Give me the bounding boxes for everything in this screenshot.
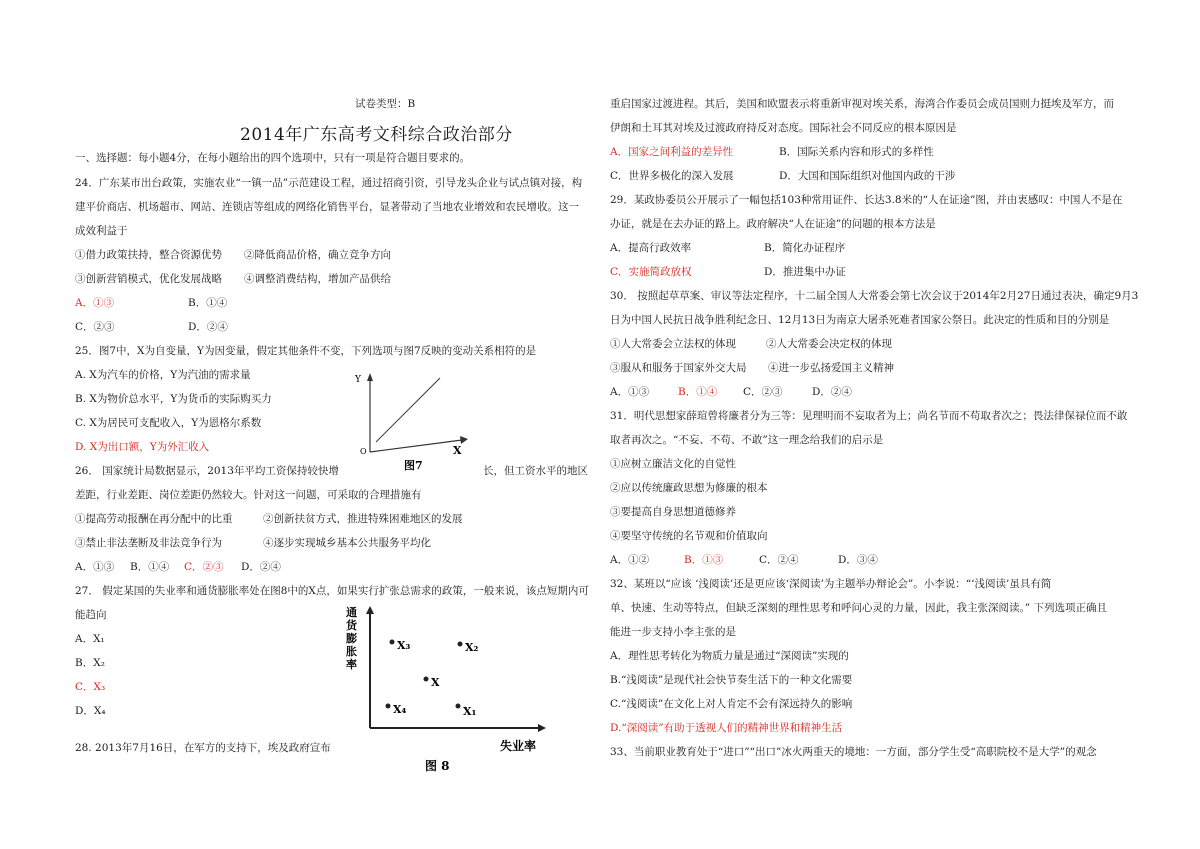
- q27-stem-line-2: 能趋向: [75, 609, 107, 621]
- q28-stem-left: 28. 2013年7月16日，在军方的支持下，埃及政府宣布: [75, 742, 331, 754]
- q26-stem-line-1a: 26． 国家统计局数据显示，2013年平均工资保持较快增: [75, 465, 339, 477]
- q30-option-a[interactable]: A．①③: [610, 386, 650, 398]
- q28-stem-line-2: 伊朗和土耳其对埃及过渡政府持反对态度。国际社会不同反应的根本原因是: [610, 122, 957, 134]
- fig8-ylabel-3: 膨: [346, 632, 357, 645]
- q24-statement-4: ④调整消费结构，增加产品供给: [244, 273, 391, 285]
- q30-statement-3: ③服从和服务于国家外交大局: [610, 362, 747, 374]
- q31-option-a[interactable]: A．①②: [610, 554, 650, 566]
- q31-statement-1: ①应树立廉洁文化的自觉性: [610, 458, 736, 470]
- figure-7: [352, 370, 477, 475]
- q30-stem-line-1: 30． 按照起草草案、审议等法定程序，十二届全国人大常委会第七次会议于2014年2月27日通过表决，确定9月3: [610, 290, 1139, 302]
- fig8-point-x4: [386, 704, 391, 709]
- fig8-ylabel-5: 率: [346, 658, 357, 671]
- q32-option-d[interactable]: D.“深阅读”有助于透视人们的精神世界和精神生活: [610, 722, 843, 734]
- q28-option-b[interactable]: B．国际关系内容和形式的多样性: [779, 146, 934, 158]
- q26-statement-2: ②创新扶贫方式，推进特殊困难地区的发展: [263, 513, 463, 525]
- q26-option-c[interactable]: C．②③: [184, 561, 224, 573]
- exam-type: 试卷类型：B: [355, 98, 416, 110]
- q27-option-b[interactable]: B．X₂: [75, 657, 105, 669]
- q27-option-c[interactable]: C．X₃: [75, 681, 106, 693]
- q24-option-d[interactable]: D．②④: [188, 321, 228, 333]
- q30-statement-2: ②人大常委会决定权的体现: [766, 338, 892, 350]
- q28-option-d[interactable]: D．大国和国际组织对他国内政的干涉: [779, 170, 956, 182]
- q33-stem-line-1: 33、当前职业教育处于“进口”“出口”冰火两重天的境地：一方面，部分学生受“高职院校不是大学”的观念: [610, 746, 1097, 758]
- q28-option-c[interactable]: C．世界多极化的深入发展: [610, 170, 734, 182]
- q25-option-d[interactable]: D. X为出口额，Y为外汇收入: [75, 441, 210, 453]
- q26-option-a[interactable]: A．①③: [75, 561, 115, 573]
- q31-statement-2: ②应以传统廉政思想为修廉的根本: [610, 482, 768, 494]
- q29-stem-line-2: 办证，就是在去办证的路上。政府解决“人在证途”的问题的根本方法是: [610, 218, 936, 230]
- fig7-y-label: Y: [355, 375, 361, 385]
- q26-statement-4: ④逐步实现城乡基本公共服务平均化: [263, 537, 431, 549]
- q31-option-b[interactable]: B．①③: [684, 554, 724, 566]
- q27-option-a[interactable]: A．X₁: [75, 633, 105, 645]
- q32-option-c[interactable]: C.“浅阅读”在文化上对人肯定不会有深远持久的影响: [610, 698, 853, 710]
- q31-stem-line-1: 31．明代思想家薛瑄曾将廉者分为三等：见理明而不妄取者为上；尚名节而不苟取者次之；畏法律保禄位而不敢: [610, 410, 1128, 422]
- q31-statement-4: ④要坚守传统的名节观和价值取向: [610, 530, 768, 542]
- q27-option-d[interactable]: D．X₄: [75, 705, 106, 717]
- fig8-point-x2: [458, 642, 463, 647]
- q26-stem-line-1b: 长，但工资水平的地区: [483, 465, 588, 477]
- q24-option-a[interactable]: A．①③: [75, 297, 115, 309]
- q32-stem-line-2: 单、快速、生动等特点，但缺乏深刻的理性思考和呼问心灵的力量，因此，我主张深阅读。” 下列选项正确且: [610, 602, 1107, 614]
- q29-stem-line-1: 29．某政协委员公开展示了一幅包括103种常用证件、长达3.8米的“人在证途”图，并由衷感叹：中国人不是在: [610, 194, 1123, 206]
- fig8-label-x3: X₃: [397, 639, 411, 652]
- q31-option-c[interactable]: C．②④: [759, 554, 799, 566]
- q25-option-b[interactable]: B. X为物价总水平，Y为货币的实际购买力: [75, 393, 272, 405]
- q24-statement-1: ①借力政策扶持，整合资源优势: [75, 249, 222, 261]
- fig8-label-x4: X₄: [393, 703, 407, 716]
- q26-stem-line-2: 差距，行业差距、岗位差距仍然较大。针对这一问题，可采取的合理措施有: [75, 489, 422, 501]
- q32-option-b[interactable]: B.“浅阅读”是现代社会快节奏生活下的一种文化需要: [610, 674, 853, 686]
- q24-option-b[interactable]: B．①④: [188, 297, 228, 309]
- q30-option-c[interactable]: C．②③: [743, 386, 783, 398]
- figure-8: [340, 604, 560, 776]
- fig8-y-arrow: [366, 606, 374, 614]
- fig7-y-arrow: [367, 373, 373, 381]
- fig7-line: [376, 378, 440, 442]
- q30-option-b[interactable]: B．①④: [678, 386, 718, 398]
- q31-stem-line-2: 取者再次之。“不妄、不苟、不敢”这一理念给我们的启示是: [610, 434, 884, 446]
- q24-stem-line-2: 建平价商店、机场超市、网站、连锁店等组成的网络化销售平台，显著带动了当地农业增效和农民增收。这一: [75, 201, 579, 213]
- fig8-ylabel-1: 通: [346, 606, 357, 619]
- q25-option-a[interactable]: A. X为汽车的价格，Y为汽油的需求量: [75, 369, 251, 381]
- fig8-caption: 图 8: [425, 759, 450, 773]
- q28-option-a[interactable]: A．国家之间利益的差异性: [610, 146, 734, 158]
- instructions: 一、选择题：每小题4分，在每小题给出的四个选项中，只有一项是符合题目要求的。: [75, 152, 471, 164]
- q30-statement-4: ④进一步弘扬爱国主义精神: [768, 362, 894, 374]
- q24-statement-3: ③创新营销模式，优化发展战略: [75, 273, 222, 285]
- q26-option-b[interactable]: B．①④: [130, 561, 170, 573]
- q27-stem-line-1: 27． 假定某国的失业率和通货膨胀率处在图8中的X点，如果实行扩张总需求的政策，一般来说，该点短期内可: [75, 585, 589, 597]
- fig7-x-axis: [370, 440, 462, 452]
- q31-statement-3: ③要提高自身思想道德修养: [610, 506, 736, 518]
- q24-option-c[interactable]: C．②③: [75, 321, 115, 333]
- q26-statement-1: ①提高劳动报酬在再分配中的比重: [75, 513, 233, 525]
- fig8-ylabel-4: 胀: [346, 645, 357, 658]
- q32-stem-line-1: 32、某班以“应该 ‘浅阅读’还是更应该‘深阅读’为主题举办辩论会”。小李说：“‘浅阅读’虽具有简: [610, 578, 1052, 590]
- q30-statement-1: ①人大常委会立法权的体现: [610, 338, 736, 350]
- q29-option-d[interactable]: D．推进集中办证: [764, 266, 846, 278]
- q29-option-c[interactable]: C．实施简政放权: [610, 266, 692, 278]
- q29-option-b[interactable]: B．简化办证程序: [764, 242, 846, 254]
- q32-option-a[interactable]: A．理性思考转化为物质力量是通过“深阅读”实现的: [610, 650, 849, 662]
- fig8-x-arrow: [538, 724, 546, 732]
- q31-option-d[interactable]: D．③④: [838, 554, 878, 566]
- q24-stem-line-1: 24．广东某市出台政策，实施农业“一镇一品”示范建设工程，通过招商引资，引导龙头企业与试点镇对接，构: [75, 177, 583, 189]
- fig7-x-arrow: [460, 436, 468, 444]
- fig7-origin: O: [360, 447, 367, 456]
- q30-option-d[interactable]: D．②④: [812, 386, 852, 398]
- fig7-caption: 图7: [404, 459, 423, 472]
- fig8-ylabel-2: 货: [346, 619, 357, 632]
- q32-stem-line-3: 能进一步支持小李主张的是: [610, 626, 736, 638]
- fig8-label-x: X: [431, 676, 440, 689]
- q24-stem-line-3: 成效利益于: [75, 225, 128, 237]
- fig8-point-x1: [456, 704, 461, 709]
- q26-option-d[interactable]: D．②④: [241, 561, 281, 573]
- q30-stem-line-2: 日为中国人民抗日战争胜利纪念日、12月13日为南京大屠杀死难者国家公祭日。此决定的性质和目的分别是: [610, 314, 1110, 326]
- q25-stem: 25．图7中，X为自变量，Y为因变量，假定其他条件不变，下列选项与图7反映的变动关系相符的是: [75, 345, 537, 357]
- fig8-x-label: 失业率: [500, 739, 537, 753]
- fig8-label-x1: X₁: [463, 705, 477, 718]
- fig8-label-x2: X₂: [465, 641, 479, 654]
- q29-option-a[interactable]: A．提高行政效率: [610, 242, 692, 254]
- fig8-point-x3: [390, 640, 395, 645]
- page-title: 2014年广东高考文科综合政治部分: [240, 125, 513, 145]
- fig8-point-x: [424, 677, 429, 682]
- q24-statement-2: ②降低商品价格，确立竞争方向: [244, 249, 391, 261]
- fig7-x-label: X: [453, 444, 462, 457]
- q26-statement-3: ③禁止非法垄断及非法竞争行为: [75, 537, 222, 549]
- q28-stem-line-1: 重启国家过渡进程。其后，美国和欧盟表示将重新审视对埃关系，海湾合作委员会成员国则力挺埃及军方，而: [610, 98, 1114, 110]
- q25-option-c[interactable]: C. X为居民可支配收入，Y为恩格尔系数: [75, 417, 262, 429]
